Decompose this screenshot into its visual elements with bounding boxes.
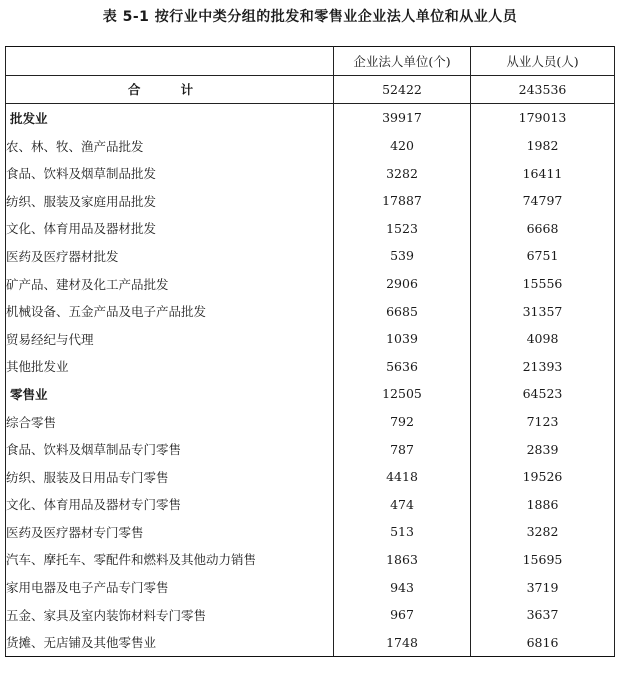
staff-cell: 4098 xyxy=(471,325,615,353)
row-label: 农、林、牧、渔产品批发 xyxy=(6,132,334,160)
staff-cell: 6816 xyxy=(471,628,615,656)
staff-cell: 15556 xyxy=(471,270,615,298)
row-label: 文化、体育用品及器材专门零售 xyxy=(6,491,334,519)
statistics-table xyxy=(5,46,615,657)
staff-cell: 19526 xyxy=(471,463,615,491)
staff-cell: 3282 xyxy=(471,518,615,546)
staff-cell: 16411 xyxy=(471,159,615,187)
staff-cell: 74797 xyxy=(471,187,615,215)
category-row xyxy=(6,104,615,132)
table-row xyxy=(6,435,615,463)
staff-cell: 64523 xyxy=(471,380,615,408)
staff-cell: 7123 xyxy=(471,408,615,436)
row-label: 纺织、服装及家庭用品批发 xyxy=(6,187,334,215)
units-cell: 539 xyxy=(334,242,471,270)
table-row xyxy=(6,242,615,270)
units-cell: 6685 xyxy=(334,297,471,325)
staff-cell: 6668 xyxy=(471,215,615,243)
staff-cell: 3637 xyxy=(471,601,615,629)
units-cell: 1523 xyxy=(334,215,471,243)
table-row xyxy=(6,215,615,243)
row-label: 批发业 xyxy=(6,104,334,132)
table-row xyxy=(6,353,615,381)
row-label: 汽车、摩托车、零配件和燃料及其他动力销售 xyxy=(6,546,334,574)
row-label: 文化、体育用品及器材批发 xyxy=(6,215,334,243)
table-row xyxy=(6,187,615,215)
header-units: 企业法人单位(个) xyxy=(334,47,471,76)
units-cell: 943 xyxy=(334,573,471,601)
row-label: 矿产品、建材及化工产品批发 xyxy=(6,270,334,298)
staff-cell: 6751 xyxy=(471,242,615,270)
staff-cell: 179013 xyxy=(471,104,615,132)
row-label: 合 计 xyxy=(6,75,334,104)
table-row xyxy=(6,518,615,546)
units-cell: 513 xyxy=(334,518,471,546)
row-label: 综合零售 xyxy=(6,408,334,436)
units-cell: 39917 xyxy=(334,104,471,132)
row-label: 零售业 xyxy=(6,380,334,408)
row-label: 货摊、无店铺及其他零售业 xyxy=(6,628,334,656)
units-cell: 474 xyxy=(334,491,471,519)
units-cell: 5636 xyxy=(334,353,471,381)
table-row xyxy=(6,297,615,325)
staff-cell: 1886 xyxy=(471,491,615,519)
units-cell: 1748 xyxy=(334,628,471,656)
row-label: 医药及医疗器材批发 xyxy=(6,242,334,270)
units-cell: 792 xyxy=(334,408,471,436)
header-staff: 从业人员(人) xyxy=(471,47,615,76)
staff-cell: 243536 xyxy=(471,75,615,104)
table-row xyxy=(6,491,615,519)
staff-cell: 1982 xyxy=(471,132,615,160)
row-label: 医药及医疗器材专门零售 xyxy=(6,518,334,546)
table-header-row xyxy=(6,47,615,76)
units-cell: 17887 xyxy=(334,187,471,215)
table-row xyxy=(6,159,615,187)
header-category xyxy=(6,47,334,76)
total-row xyxy=(6,75,615,104)
table-row xyxy=(6,408,615,436)
category-row xyxy=(6,380,615,408)
row-label: 其他批发业 xyxy=(6,353,334,381)
staff-cell: 3719 xyxy=(471,573,615,601)
units-cell: 2906 xyxy=(334,270,471,298)
table-row xyxy=(6,270,615,298)
table-row xyxy=(6,325,615,353)
row-label: 食品、饮料及烟草制品批发 xyxy=(6,159,334,187)
table-title: 表 5-1 按行业中类分组的批发和零售业企业法人单位和从业人员 xyxy=(102,9,518,25)
table-row xyxy=(6,546,615,574)
table-row xyxy=(6,132,615,160)
row-label: 五金、家具及室内装饰材料专门零售 xyxy=(6,601,334,629)
units-cell: 3282 xyxy=(334,159,471,187)
units-cell: 1039 xyxy=(334,325,471,353)
units-cell: 787 xyxy=(334,435,471,463)
units-cell: 12505 xyxy=(334,380,471,408)
units-cell: 52422 xyxy=(334,75,471,104)
row-label: 食品、饮料及烟草制品专门零售 xyxy=(6,435,334,463)
units-cell: 4418 xyxy=(334,463,471,491)
row-label: 贸易经纪与代理 xyxy=(6,325,334,353)
row-label: 机械设备、五金产品及电子产品批发 xyxy=(6,297,334,325)
table-row xyxy=(6,463,615,491)
units-cell: 1863 xyxy=(334,546,471,574)
staff-cell: 21393 xyxy=(471,353,615,381)
row-label: 纺织、服装及日用品专门零售 xyxy=(6,463,334,491)
row-label: 家用电器及电子产品专门零售 xyxy=(6,573,334,601)
staff-cell: 2839 xyxy=(471,435,615,463)
table-row xyxy=(6,601,615,629)
table-row xyxy=(6,573,615,601)
staff-cell: 31357 xyxy=(471,297,615,325)
table-body xyxy=(6,75,615,656)
staff-cell: 15695 xyxy=(471,546,615,574)
table-row xyxy=(6,628,615,656)
units-cell: 967 xyxy=(334,601,471,629)
units-cell: 420 xyxy=(334,132,471,160)
